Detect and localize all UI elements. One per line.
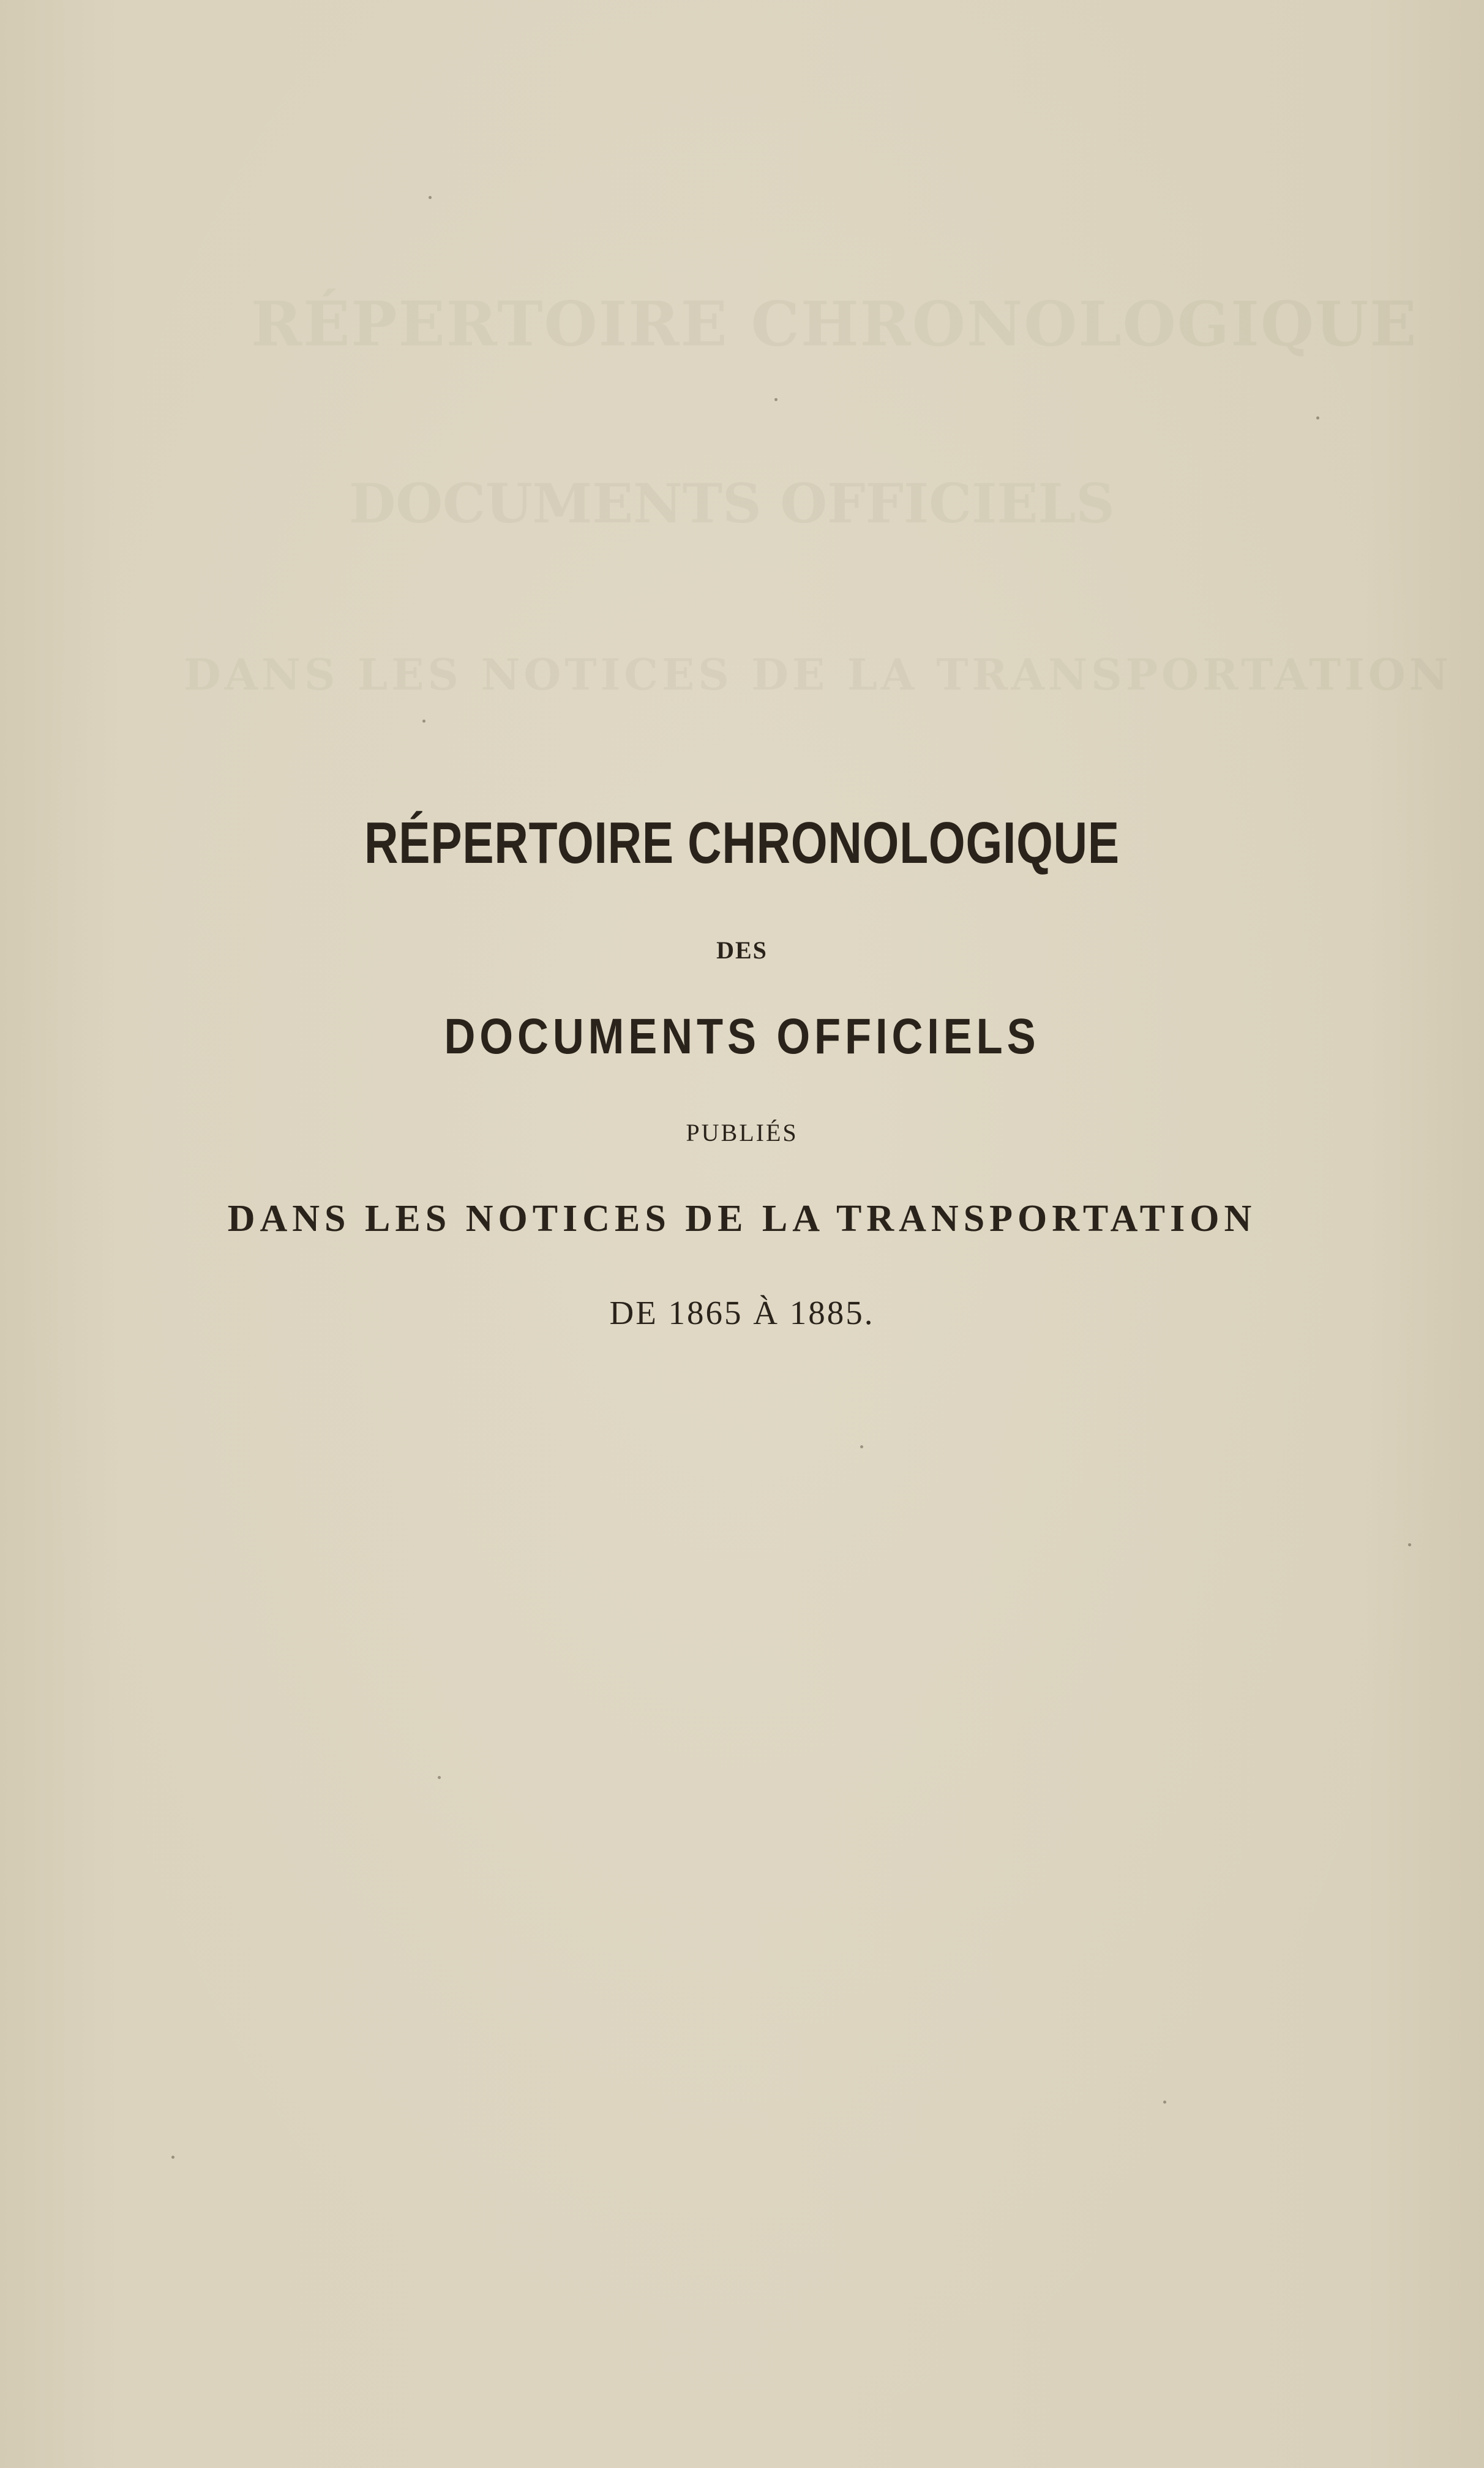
paper-speck bbox=[438, 1776, 441, 1779]
paper-speck bbox=[422, 720, 425, 723]
documents-title: DOCUMENTS OFFICIELS bbox=[444, 1009, 1040, 1064]
paper-speck bbox=[1316, 416, 1319, 419]
paper-speck bbox=[1408, 1543, 1411, 1546]
paper-speck bbox=[1163, 2101, 1166, 2104]
date-range: DE 1865 À 1885. bbox=[609, 1294, 875, 1331]
paper-speck bbox=[774, 398, 778, 401]
paper-speck bbox=[429, 196, 432, 199]
title-publies: PUBLIÉS bbox=[686, 1119, 798, 1146]
paper-speck bbox=[860, 1445, 863, 1448]
bleed-through-heading: RÉPERTOIRE CHRONOLOGIQUE bbox=[251, 288, 1418, 360]
transportation-line: DANS LES NOTICES DE LA TRANSPORTATION bbox=[227, 1198, 1257, 1240]
bleed-through-line: DANS LES NOTICES DE LA TRANSPORTATION bbox=[184, 649, 1452, 700]
title-des: DES bbox=[716, 936, 768, 964]
main-title: RÉPERTOIRE CHRONOLOGIQUE bbox=[364, 810, 1120, 876]
paper-speck bbox=[171, 2156, 174, 2159]
bleed-through-subheading: DOCUMENTS OFFICIELS bbox=[349, 472, 1115, 535]
